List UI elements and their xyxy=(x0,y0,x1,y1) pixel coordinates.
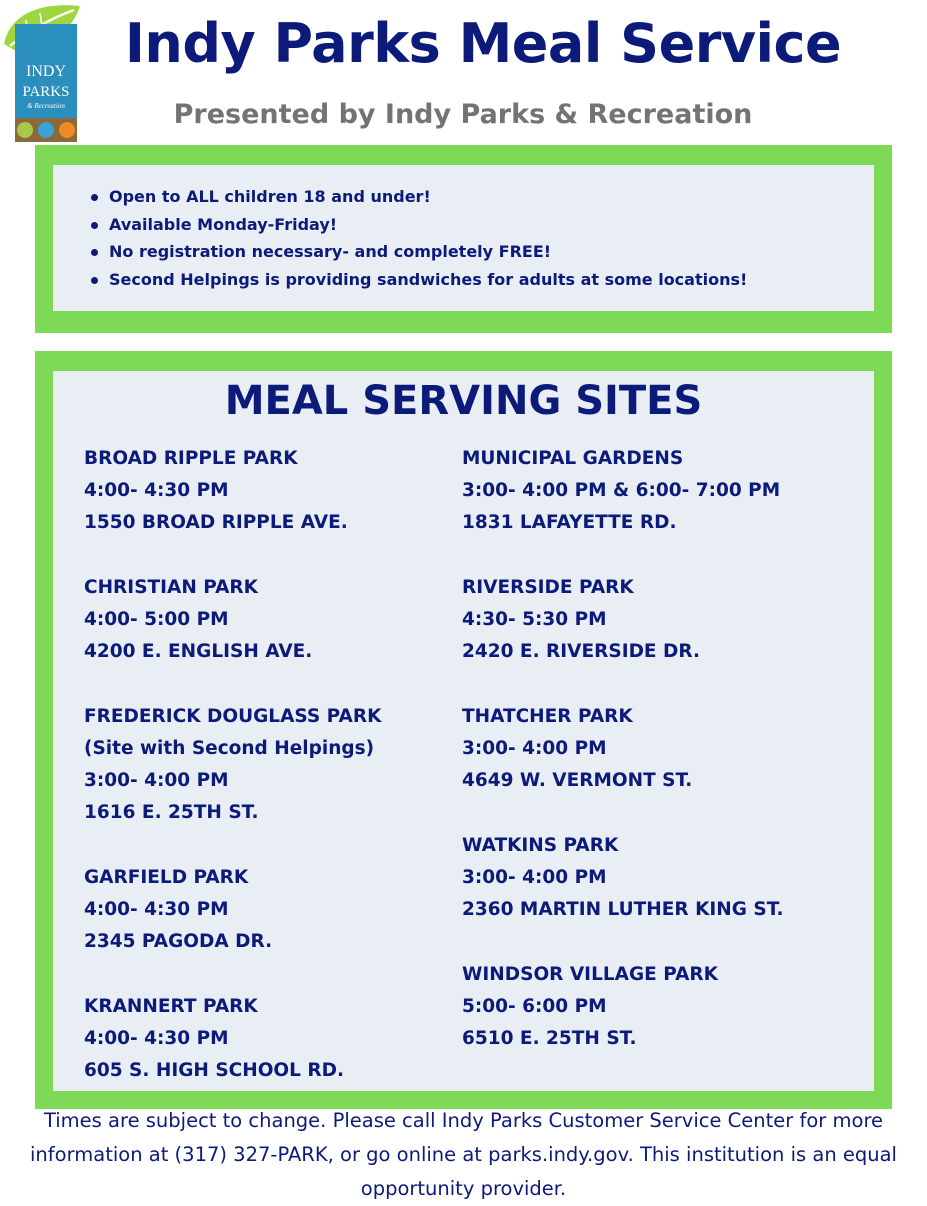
page-title: Indy Parks Meal Service xyxy=(124,12,842,75)
site-time: 3:00- 4:00 PM xyxy=(462,867,607,888)
info-item-registration: No registration necessary- and completely FREE! xyxy=(89,238,869,266)
site-thatcher-park xyxy=(462,701,872,797)
site-name: THATCHER PARK xyxy=(462,706,633,727)
site-time: 5:00- 6:00 PM xyxy=(462,996,607,1017)
logo-text-indy: INDY xyxy=(26,63,66,80)
site-address: 1550 BROAD RIPPLE AVE. xyxy=(84,512,348,533)
site-time: 3:00- 4:00 PM & 6:00- 7:00 PM xyxy=(462,480,781,501)
site-address: 605 S. HIGH SCHOOL RD. xyxy=(84,1060,345,1081)
site-krannert-park xyxy=(84,991,454,1087)
site-name: CHRISTIAN PARK xyxy=(84,577,259,598)
site-name: FREDERICK DOUGLASS PARK xyxy=(84,706,382,727)
site-name: GARFIELD PARK xyxy=(84,867,249,888)
page-subtitle: Presented by Indy Parks & Recreation xyxy=(173,99,753,130)
sites-box xyxy=(35,351,892,1109)
site-name: WATKINS PARK xyxy=(462,835,619,856)
site-address: 1616 E. 25TH ST. xyxy=(84,802,259,823)
site-address: 2360 MARTIN LUTHER KING ST. xyxy=(462,899,784,920)
sites-column-left xyxy=(84,443,454,1120)
site-name: RIVERSIDE PARK xyxy=(462,577,634,598)
site-garfield-park xyxy=(84,862,454,958)
site-name: WINDSOR VILLAGE PARK xyxy=(462,964,718,985)
site-watkins-park xyxy=(462,830,872,926)
site-frederick-douglass-park xyxy=(84,701,454,829)
logo-text-recreation: & Recreation xyxy=(27,102,65,110)
site-name: BROAD RIPPLE PARK xyxy=(84,448,298,469)
sites-heading: MEAL SERVING SITES xyxy=(224,378,703,424)
sites-column-right xyxy=(462,443,872,1088)
site-time: 4:00- 4:30 PM xyxy=(84,899,229,920)
site-time: 4:30- 5:30 PM xyxy=(462,609,607,630)
site-christian-park xyxy=(84,572,454,668)
info-item-eligibility: Open to ALL children 18 and under! xyxy=(89,183,869,211)
site-address: 1831 LAFAYETTE RD. xyxy=(462,512,677,533)
logo-text-parks: PARKS xyxy=(22,84,70,100)
info-item-adults: Second Helpings is providing sandwiches for adults at some locations! xyxy=(89,266,869,294)
site-windsor-village-park xyxy=(462,959,872,1055)
site-riverside-park xyxy=(462,572,872,668)
site-address: 2420 E. RIVERSIDE DR. xyxy=(462,641,700,662)
site-time: 4:00- 4:30 PM xyxy=(84,1028,229,1049)
site-address: 6510 E. 25TH ST. xyxy=(462,1028,637,1049)
footer-disclaimer: Times are subject to change. Please call Indy Parks Customer Service Center for more information at (317) 327-PARK, or go online at parks.indy.gov. This institution is an equal opportunity provider. xyxy=(30,1109,897,1200)
site-name: KRANNERT PARK xyxy=(84,996,258,1017)
site-address: 2345 PAGODA DR. xyxy=(84,931,273,952)
site-time: 4:00- 5:00 PM xyxy=(84,609,229,630)
info-item-days: Available Monday-Friday! xyxy=(89,211,869,239)
site-time: 3:00- 4:00 PM xyxy=(84,770,229,791)
indy-parks-logo xyxy=(0,0,82,145)
info-list xyxy=(89,183,869,293)
site-time: 3:00- 4:00 PM xyxy=(462,738,607,759)
site-broad-ripple-park xyxy=(84,443,454,539)
site-note: (Site with Second Helpings) xyxy=(84,738,375,759)
site-municipal-gardens xyxy=(462,443,872,539)
site-name: MUNICIPAL GARDENS xyxy=(462,448,684,469)
site-address: 4649 W. VERMONT ST. xyxy=(462,770,693,791)
site-address: 4200 E. ENGLISH AVE. xyxy=(84,641,313,662)
info-box xyxy=(35,145,892,333)
site-time: 4:00- 4:30 PM xyxy=(84,480,229,501)
